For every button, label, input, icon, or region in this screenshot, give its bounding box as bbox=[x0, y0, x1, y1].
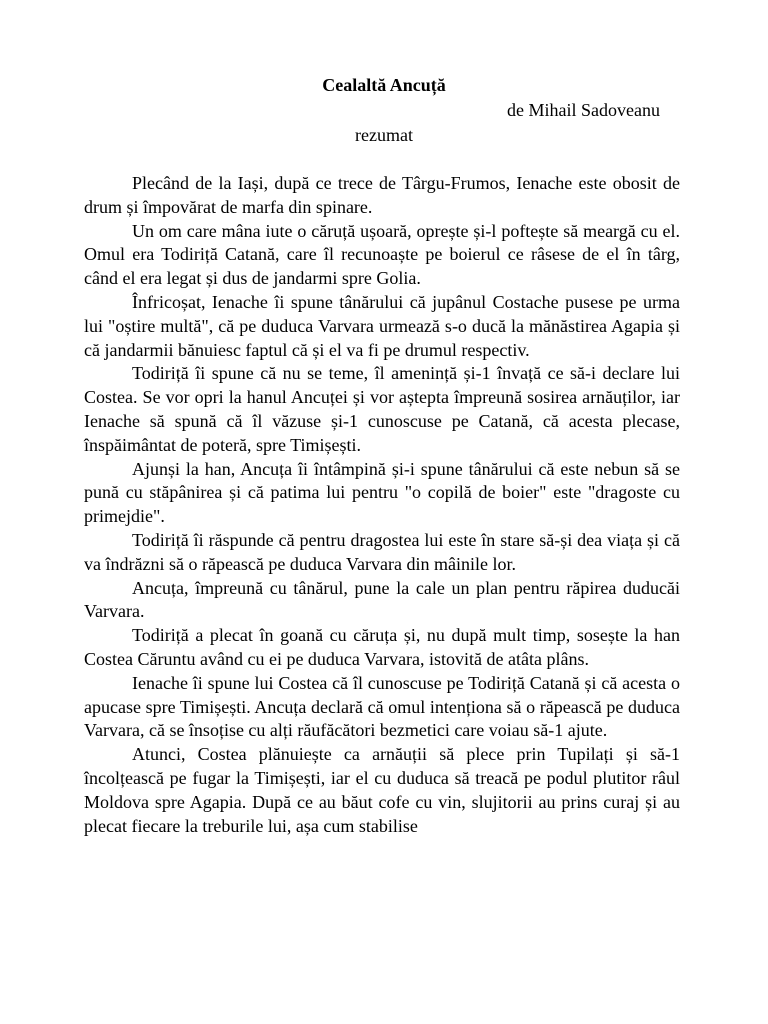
paragraph: Ajunși la han, Ancuța îi întâmpină și-i spune tânărului că este nebun să se pună cu stăpânirea și că patima lui pentru "o copilă de boier" este "dragoste cu primejdie". bbox=[84, 458, 680, 527]
paragraph: Ienache îi spune lui Costea că îl cunoscuse pe Todiriță Catană și că acesta o apucase spre Timișești. Ancuța declară că omul intenționa să o răpească pe duduca Varvara, că se însoțise cu alți răufăcători bezmetici care voiau să-1 ajute. bbox=[84, 672, 680, 741]
document-subtitle: rezumat bbox=[355, 125, 413, 145]
paragraph: Un om care mâna iute o căruță ușoară, oprește și-l poftește să meargă cu el. Omul era Todiriță Catană, care îl recunoaște pe boierul ce râsese de el în târg, când el era legat și dus de jandarmi spre Golia. bbox=[84, 220, 680, 289]
paragraph: Todiriță îi răspunde că pentru dragostea lui este în stare să-și dea viața și că va îndrăzni să o răpească pe duduca Varvara din mâinile lor. bbox=[84, 529, 680, 574]
paragraph: Atunci, Costea plănuiește ca arnăuții să plece prin Tupilați și să-1 încolțească pe fugar la Timișești, iar el cu duduca să treacă pe podul plutitor râul Moldova spre Agapia. După ce au băut cofe cu vin, slujitorii au prins curaj și au plecat fiecare la treburile lui, așa cum stabilise bbox=[84, 744, 680, 836]
paragraph: Plecând de la Iași, după ce trece de Târgu-Frumos, Ienache este obosit de drum și împovărat de marfa din spinare. bbox=[84, 173, 680, 217]
document-author: de Mihail Sadoveanu bbox=[507, 100, 660, 120]
paragraph: Ancuța, împreună cu tânărul, pune la cale un plan pentru răpirea duducăi Varvara. bbox=[84, 577, 680, 622]
document-title: Cealaltă Ancuță bbox=[322, 75, 446, 95]
paragraph: Todiriță a plecat în goană cu căruța și, nu după mult timp, sosește la han Costea Căruntu având cu ei pe duduca Varvara, istovită de atâta plâns. bbox=[84, 625, 680, 669]
paragraph: Todiriță îi spune că nu se teme, îl amenință și-1 învață ce să-i declare lui Costea. Se vor opri la hanul Ancuței și vor aștepta împreună sosirea arnăuților, iar Ienache să spună că îl văzuse și-1 cunoscuse pe Catană, că acesta plecase, înspăimântat de poteră, spre Timișești. bbox=[84, 363, 680, 455]
document-body bbox=[84, 172, 680, 838]
paragraph: Înfricoșat, Ienache îi spune tânărului că jupânul Costache pusese pe urma lui "oștire multă", că pe duduca Varvara urmează s-o ducă la mănăstirea Agapia și că jandarmii bănuiesc faptul că și el va fi pe drumul respectiv. bbox=[84, 291, 680, 360]
